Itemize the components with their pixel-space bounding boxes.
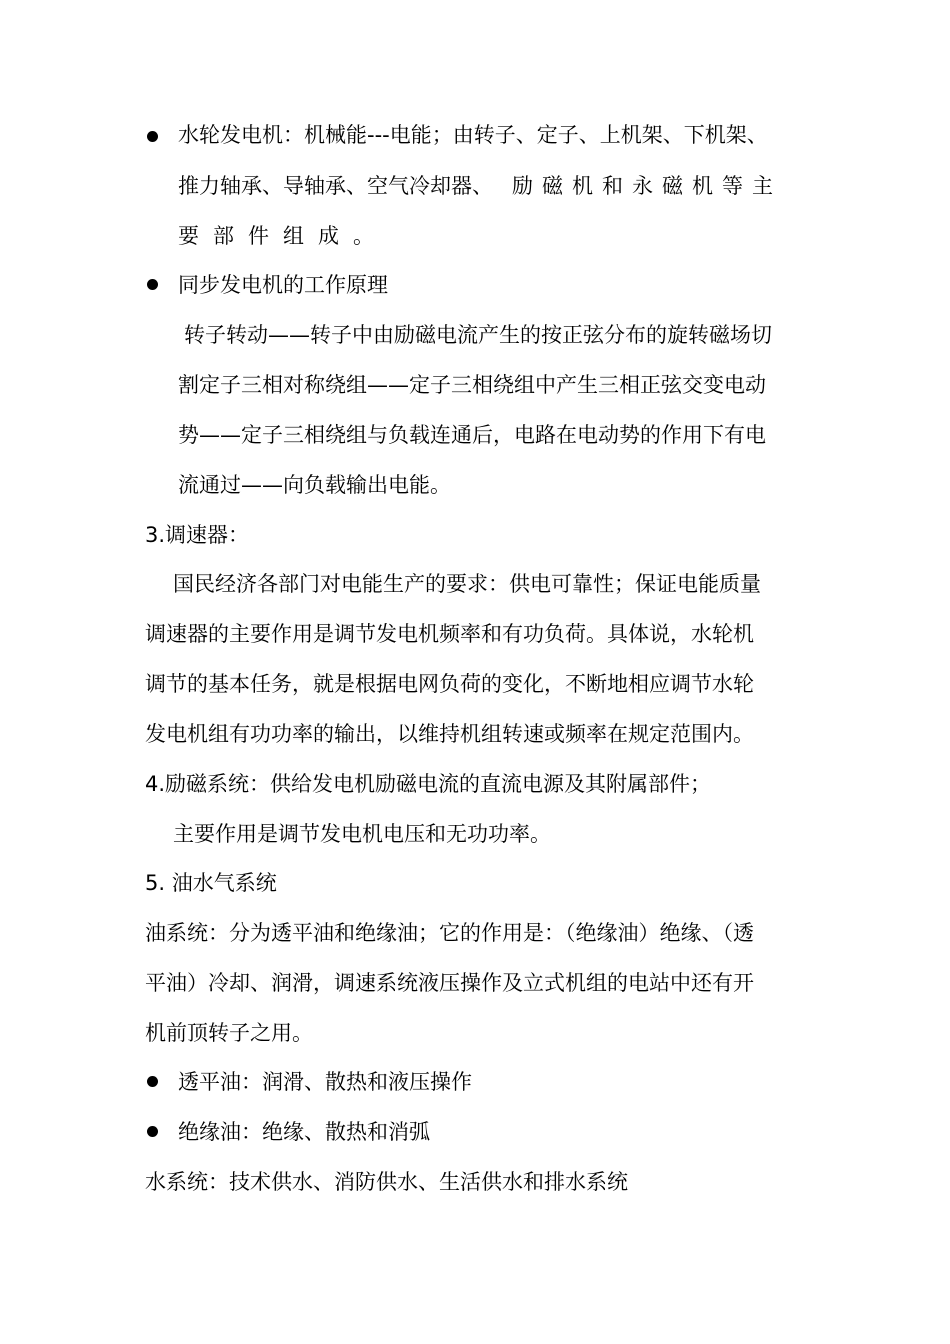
generator-line-3: 要部件组成。 [178, 224, 388, 248]
excitation-line: 主要作用是调节发电机电压和无功功率。 [173, 822, 551, 846]
governor-line-2: 调速器的主要作用是调节发电机频率和有功负荷。具体说，水轮机 [145, 622, 754, 646]
sync-line-2: 割定子三相对称绕组——定子三相绕组中产生三相正弦交变电动 [178, 373, 766, 397]
governor-line-3: 调节的基本任务，就是根据电网负荷的变化，不断地相应调节水轮 [145, 672, 754, 696]
generator-line-1: 水轮发电机：机械能---电能；由转子、定子、上机架、下机架、 [178, 123, 768, 147]
generator-line-2a: 推力轴承、导轴承、空气冷却器、 [178, 174, 493, 198]
water-system-line: 水系统：技术供水、消防供水、生活供水和排水系统 [145, 1170, 628, 1194]
bullet-dot-icon [147, 131, 158, 142]
generator-line-2b: 励磁机和永磁机等主 [512, 174, 782, 198]
sync-line-3: 势——定子三相绕组与负载连通后，电路在电动势的作用下有电 [178, 423, 766, 447]
governor-heading: 3.调速器： [145, 523, 250, 547]
insulating-oil-item: 绝缘油：绝缘、散热和消弧 [178, 1120, 430, 1144]
bullet-dot-icon [147, 1126, 158, 1137]
bullet-dot-icon [147, 1076, 158, 1087]
bullet-dot-icon [147, 279, 158, 290]
sync-line-1: 转子转动——转子中由励磁电流产生的按正弦分布的旋转磁场切 [184, 323, 772, 347]
oil-line-1: 油系统：分为透平油和绝缘油；它的作用是：（绝缘油）绝缘、（透 [145, 921, 754, 945]
sync-line-4: 流通过——向负载输出电能。 [178, 473, 451, 497]
sync-heading: 同步发电机的工作原理 [178, 273, 388, 297]
oil-line-2: 平油）冷却、润滑，调速系统液压操作及立式机组的电站中还有开 [145, 971, 754, 995]
turbine-oil-item: 透平油：润滑、散热和液压操作 [178, 1070, 472, 1094]
governor-line-1: 国民经济各部门对电能生产的要求：供电可靠性；保证电能质量 [173, 572, 761, 596]
governor-line-4: 发电机组有功功率的输出，以维持机组转速或频率在规定范围内。 [145, 722, 754, 746]
excitation-heading: 4.励磁系统：供给发电机励磁电流的直流电源及其附属部件； [145, 772, 712, 796]
oil-line-3: 机前顶转子之用。 [145, 1021, 313, 1045]
oilwater-heading: 5. 油水气系统 [145, 871, 277, 895]
